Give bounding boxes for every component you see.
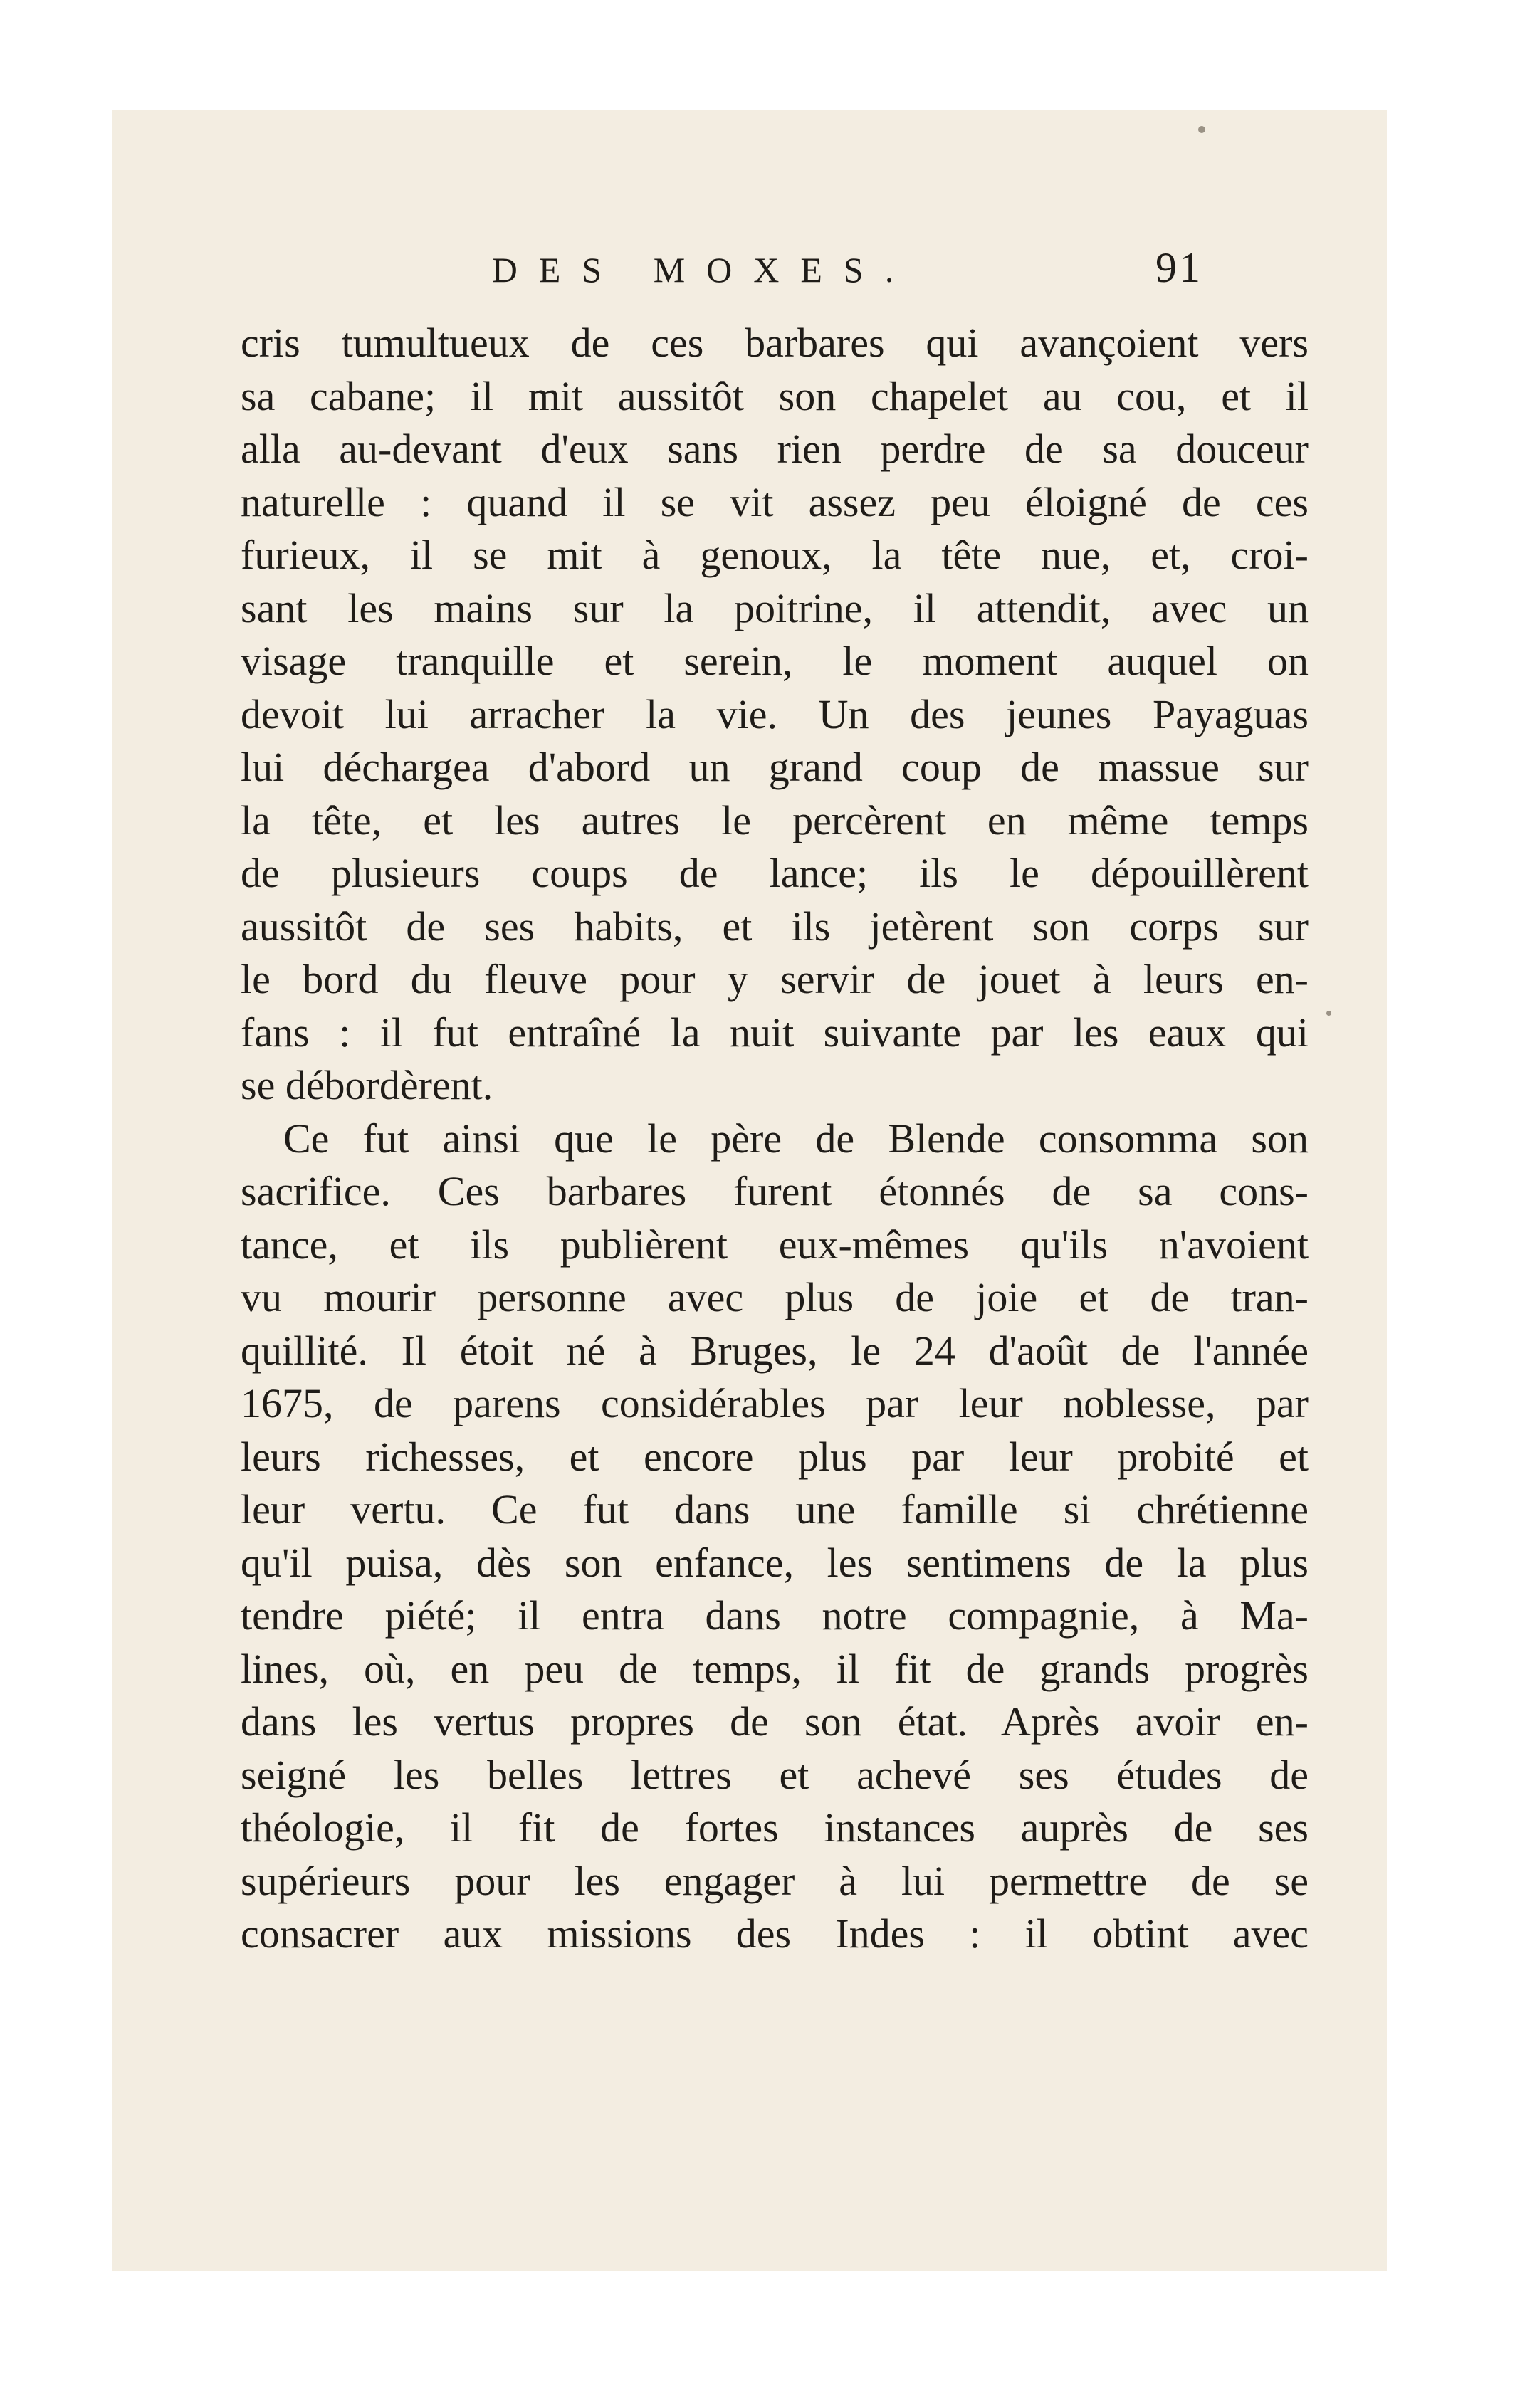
- text-line: tance, et ils publièrent eux-mêmes qu'ils n'avoient: [241, 1221, 1309, 1268]
- text-line: alla au-devant d'eux sans rien perdre de sa douceur: [241, 426, 1309, 472]
- text-line: qu'il puisa, dès son enfance, les sentimens de la plus: [241, 1539, 1309, 1586]
- text-line: quillité. Il étoit né à Bruges, le 24 d'août de l'année: [241, 1327, 1309, 1374]
- text-line: leur vertu. Ce fut dans une famille si chrétienne: [241, 1486, 1309, 1532]
- text-line: sant les mains sur la poitrine, il attendit, avec un: [241, 584, 1309, 631]
- body-text: [241, 317, 1309, 1961]
- text-line: 1675, de parens considérables par leur noblesse, par: [241, 1380, 1309, 1426]
- running-head-title: DES MOXES.: [491, 250, 916, 290]
- page-number: 91: [1155, 244, 1202, 291]
- text-line: de plusieurs coups de lance; ils le dépouillèrent: [241, 850, 1309, 896]
- text-line: le bord du fleuve pour y servir de jouet à leurs en-: [241, 956, 1309, 1002]
- text-line: furieux, il se mit à genoux, la tête nue, et, croi-: [241, 532, 1309, 578]
- text-line: se débordèrent.: [241, 1062, 493, 1108]
- text-line: cris tumultueux de ces barbares qui avançoient vers: [241, 320, 1309, 366]
- text-line: dans les vertus propres de son état. Après avoir en-: [241, 1698, 1309, 1745]
- text-line: aussitôt de ses habits, et ils jetèrent son corps sur: [241, 903, 1309, 950]
- text-line: naturelle : quand il se vit assez peu éloigné de ces: [241, 478, 1309, 525]
- ink-speck: [1326, 1011, 1331, 1016]
- text-line: vu mourir personne avec plus de joie et de tran-: [241, 1274, 1309, 1320]
- text-line: théologie, il fit de fortes instances auprès de ses: [241, 1804, 1309, 1851]
- text-line: supérieurs pour les engager à lui permettre de se: [241, 1857, 1309, 1904]
- running-head: [112, 244, 1387, 306]
- text-line: lines, où, en peu de temps, il fit de grands progrès: [241, 1645, 1309, 1692]
- paragraph-1: [241, 317, 1309, 1113]
- text-line: seigné les belles lettres et achevé ses études de: [241, 1751, 1309, 1798]
- text-line: sa cabane; il mit aussitôt son chapelet au cou, et il: [241, 372, 1309, 419]
- text-line: la tête, et les autres le percèrent en même temps: [241, 796, 1309, 843]
- book-page: [112, 110, 1387, 2271]
- text-line: visage tranquille et serein, le moment auquel on: [241, 638, 1309, 684]
- text-line: fans : il fut entraîné la nuit suivante par les eaux qui: [241, 1009, 1309, 1056]
- ink-speck: [1198, 126, 1205, 133]
- text-line: sacrifice. Ces barbares furent étonnés de sa cons-: [241, 1168, 1309, 1214]
- text-line: lui déchargea d'abord un grand coup de massue sur: [241, 744, 1309, 790]
- text-line: devoit lui arracher la vie. Un des jeunes Payaguas: [241, 690, 1309, 737]
- text-line: tendre piété; il entra dans notre compagnie, à Ma-: [241, 1592, 1309, 1639]
- text-line: leurs richesses, et encore plus par leur probité et: [241, 1433, 1309, 1480]
- text-line: consacrer aux missions des Indes : il obtint avec: [241, 1910, 1309, 1957]
- paragraph-2: [241, 1113, 1309, 1961]
- text-line: Ce fut ainsi que le père de Blende consomma son: [283, 1115, 1309, 1162]
